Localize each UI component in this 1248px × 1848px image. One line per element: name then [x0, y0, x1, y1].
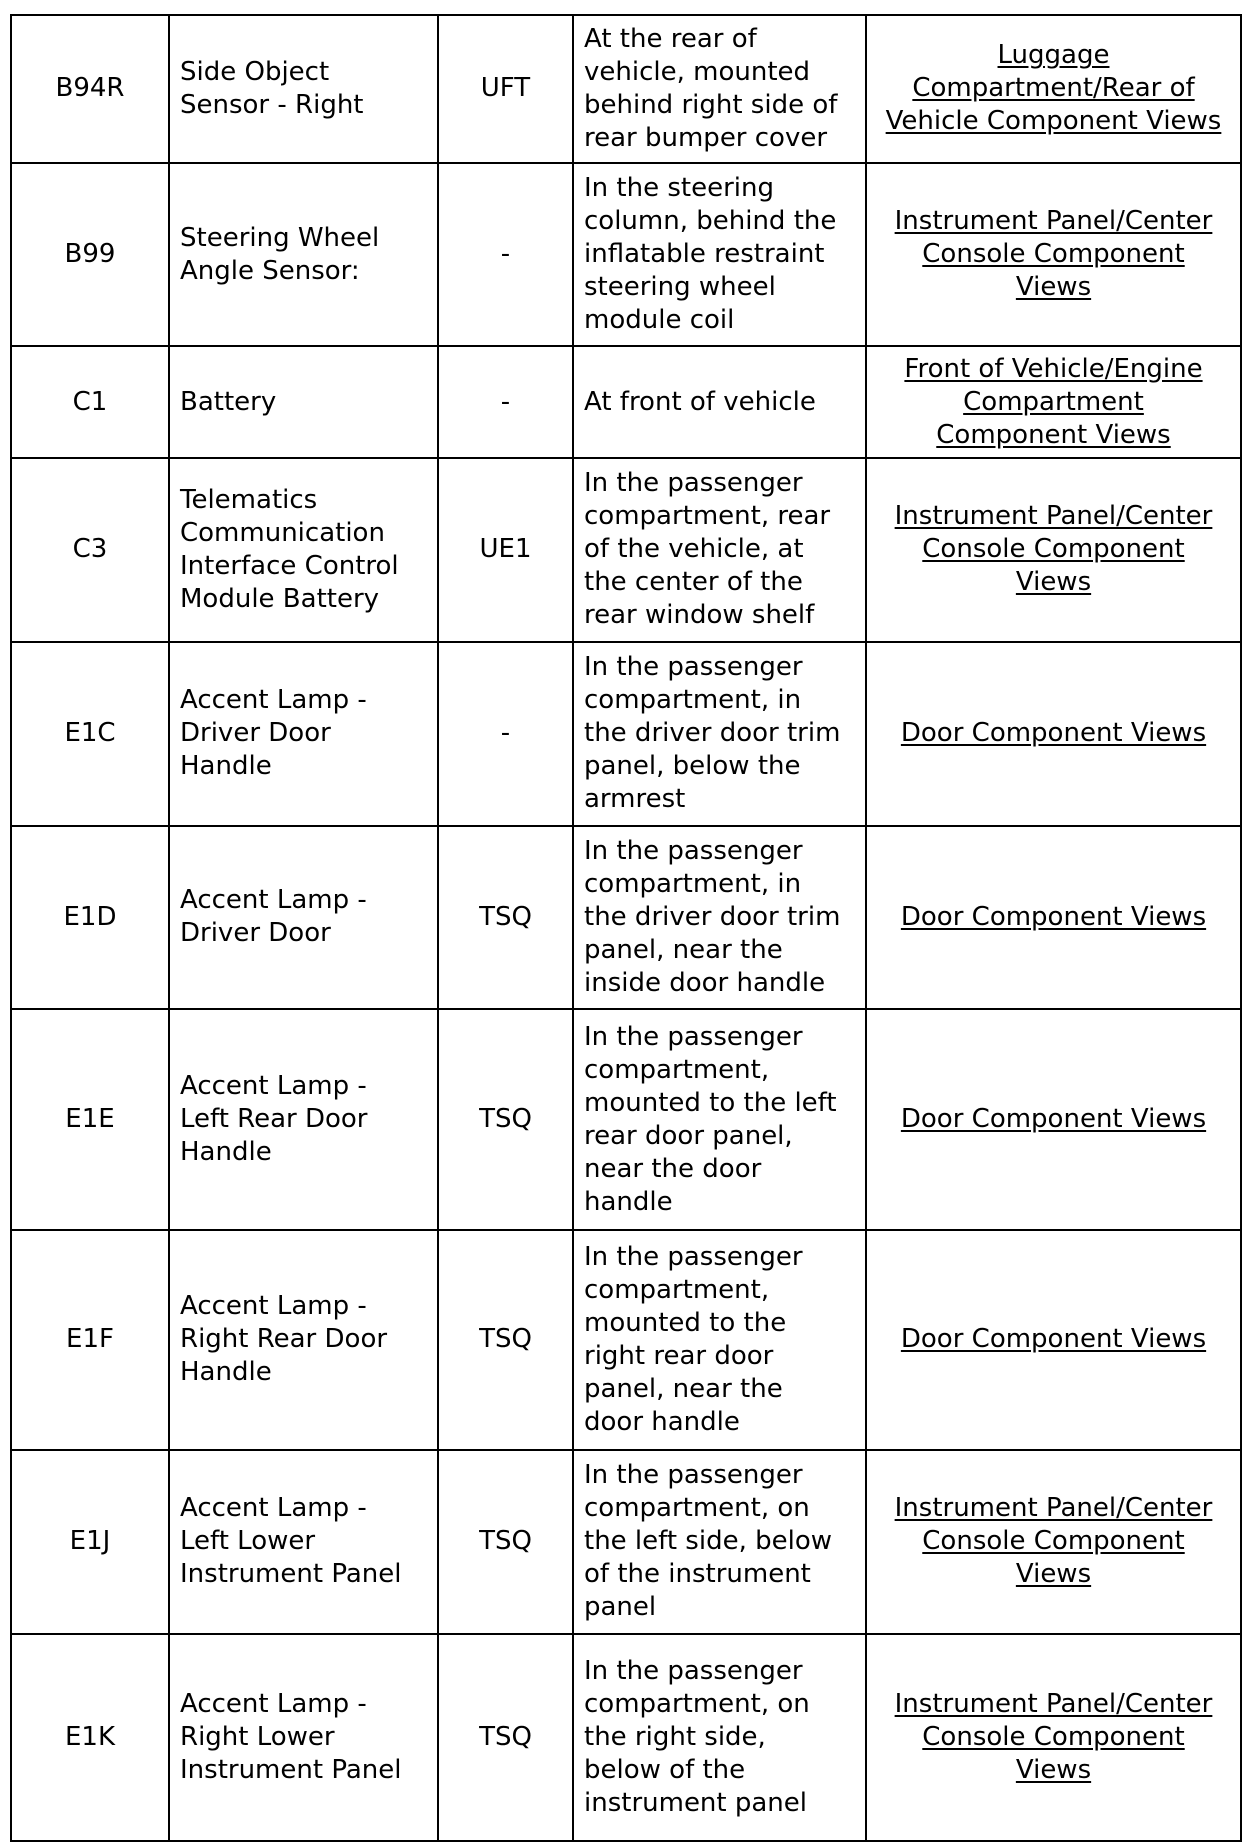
- component-name: Accent Lamp - Right Lower Instrument Panel: [169, 1634, 438, 1841]
- option-code: -: [438, 642, 573, 826]
- component-view-link[interactable]: Front of Vehicle/Engine Compartment Component Views: [904, 353, 1203, 450]
- view-cell: [866, 163, 1241, 347]
- component-name: Side Object Sensor - Right: [169, 15, 438, 163]
- view-cell: [866, 346, 1241, 457]
- view-cell: [866, 1230, 1241, 1450]
- component-locator-table: [10, 14, 1242, 1842]
- component-view-link[interactable]: Instrument Panel/Center Console Component Views: [894, 1688, 1213, 1785]
- component-view-link[interactable]: Door Component Views: [900, 1104, 1207, 1135]
- option-code: TSQ: [438, 826, 573, 1010]
- option-code: TSQ: [438, 1009, 573, 1229]
- component-code: B99: [11, 163, 169, 347]
- view-cell: [866, 458, 1241, 642]
- component-name: Accent Lamp - Driver Door Handle: [169, 642, 438, 826]
- component-name: Steering Wheel Angle Sensor:: [169, 163, 438, 347]
- component-code: C3: [11, 458, 169, 642]
- component-name: Accent Lamp - Left Lower Instrument Panel: [169, 1450, 438, 1634]
- component-location: In the steering column, behind the inflatable restraint steering wheel module coil: [573, 163, 866, 347]
- component-name: Telematics Communication Interface Control Module Battery: [169, 458, 438, 642]
- view-cell: [866, 1634, 1241, 1841]
- view-cell: [866, 1450, 1241, 1634]
- table-body: [11, 15, 1241, 1841]
- option-code: -: [438, 346, 573, 457]
- component-location: In the passenger compartment, mounted to the right rear door panel, near the door handle: [573, 1230, 866, 1450]
- component-code: E1J: [11, 1450, 169, 1634]
- option-code: -: [438, 163, 573, 347]
- component-location: At the rear of vehicle, mounted behind right side of rear bumper cover: [573, 15, 866, 163]
- component-view-link[interactable]: Luggage Compartment/Rear of Vehicle Component Views: [885, 40, 1222, 137]
- component-location: In the passenger compartment, on the left side, below of the instrument panel: [573, 1450, 866, 1634]
- table-row: [11, 1009, 1241, 1229]
- component-location: In the passenger compartment, mounted to the left rear door panel, near the door handle: [573, 1009, 866, 1229]
- option-code: TSQ: [438, 1634, 573, 1841]
- component-code: E1E: [11, 1009, 169, 1229]
- option-code: UE1: [438, 458, 573, 642]
- view-cell: [866, 642, 1241, 826]
- table-row: [11, 163, 1241, 347]
- view-cell: [866, 826, 1241, 1010]
- view-cell: [866, 1009, 1241, 1229]
- table-row: [11, 1230, 1241, 1450]
- component-name: Battery: [169, 346, 438, 457]
- component-view-link[interactable]: Instrument Panel/Center Console Component Views: [894, 501, 1213, 598]
- component-name: Accent Lamp - Right Rear Door Handle: [169, 1230, 438, 1450]
- component-view-link[interactable]: Instrument Panel/Center Console Component Views: [894, 206, 1213, 303]
- table-row: [11, 1450, 1241, 1634]
- component-code: B94R: [11, 15, 169, 163]
- table-row: [11, 15, 1241, 163]
- component-view-link[interactable]: Door Component Views: [900, 901, 1207, 932]
- table-row: [11, 346, 1241, 457]
- option-code: UFT: [438, 15, 573, 163]
- option-code: TSQ: [438, 1230, 573, 1450]
- component-location: In the passenger compartment, in the driver door trim panel, below the armrest: [573, 642, 866, 826]
- view-cell: [866, 15, 1241, 163]
- component-view-link[interactable]: Instrument Panel/Center Console Component Views: [894, 1493, 1213, 1590]
- table-row: [11, 642, 1241, 826]
- component-code: E1K: [11, 1634, 169, 1841]
- component-code: E1F: [11, 1230, 169, 1450]
- component-location: In the passenger compartment, on the right side, below of the instrument panel: [573, 1634, 866, 1841]
- table-row: [11, 458, 1241, 642]
- component-view-link[interactable]: Door Component Views: [900, 718, 1207, 749]
- component-location: In the passenger compartment, rear of the vehicle, at the center of the rear window shelf: [573, 458, 866, 642]
- component-code: E1C: [11, 642, 169, 826]
- table-row: [11, 1634, 1241, 1841]
- table-row: [11, 826, 1241, 1010]
- component-view-link[interactable]: Door Component Views: [900, 1324, 1207, 1355]
- component-name: Accent Lamp - Left Rear Door Handle: [169, 1009, 438, 1229]
- component-code: E1D: [11, 826, 169, 1010]
- component-name: Accent Lamp - Driver Door: [169, 826, 438, 1010]
- option-code: TSQ: [438, 1450, 573, 1634]
- component-code: C1: [11, 346, 169, 457]
- component-location: At front of vehicle: [573, 346, 866, 457]
- component-location: In the passenger compartment, in the driver door trim panel, near the inside door handle: [573, 826, 866, 1010]
